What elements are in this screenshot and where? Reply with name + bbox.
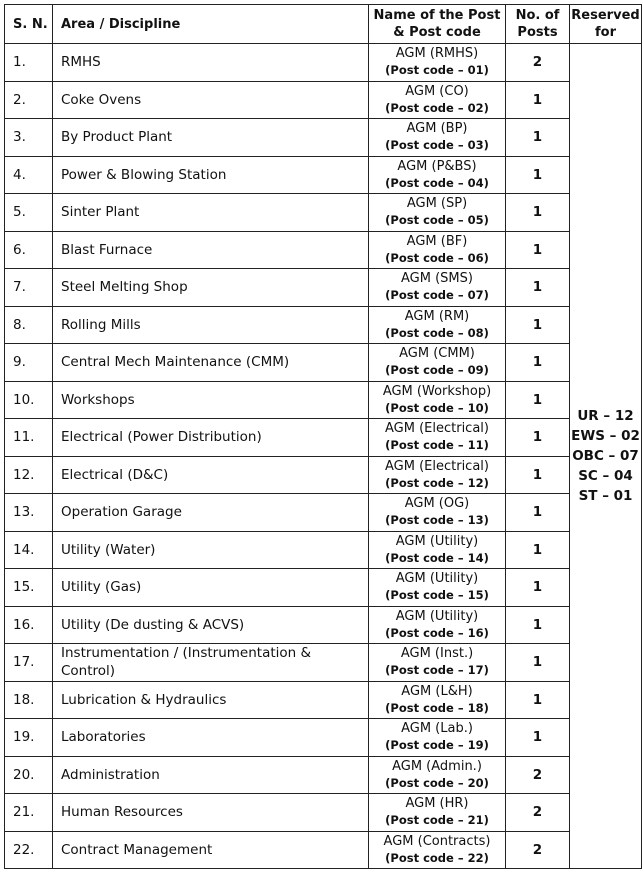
row-area: Rolling Mills [53,306,369,344]
row-area: Administration [53,756,369,794]
post-name: AGM (P&BS) [397,158,477,174]
table-row [5,269,642,307]
post-name: AGM (SP) [406,196,468,212]
row-post [369,681,506,719]
post-code: (Post code – 06) [385,250,489,265]
table-row [5,456,642,494]
row-area: Central Mech Maintenance (CMM) [53,344,369,382]
row-post [369,231,506,269]
row-area: Human Resources [53,794,369,832]
row-post [369,719,506,757]
row-num-posts: 1 [506,569,570,607]
post-name: AGM (Electrical) [385,421,489,437]
table-row [5,569,642,607]
table-row [5,606,642,644]
post-name: AGM (Utility) [395,533,479,549]
row-sn: 4. [5,156,53,194]
post-code: (Post code – 14) [385,550,489,565]
post-name: AGM (RMHS) [395,46,479,62]
table-row [5,794,642,832]
header-area: Area / Discipline [53,5,369,44]
row-num-posts: 2 [506,794,570,832]
row-post [369,156,506,194]
post-code: (Post code – 18) [385,700,489,715]
table-row [5,119,642,157]
row-num-posts: 1 [506,344,570,382]
post-name: AGM (HR) [405,796,469,812]
row-area: Utility (Gas) [53,569,369,607]
table-row [5,306,642,344]
row-num-posts: 1 [506,644,570,682]
row-post [369,81,506,119]
row-sn: 1. [5,44,53,82]
posts-table [4,4,642,869]
row-post [369,644,506,682]
table-row [5,831,642,869]
reserved-category: OBC – 07 [572,448,639,464]
row-sn: 7. [5,269,53,307]
post-name: AGM (BF) [406,233,468,249]
row-area: Power & Blowing Station [53,156,369,194]
row-num-posts: 2 [506,756,570,794]
row-area: Laboratories [53,719,369,757]
post-name: AGM (Admin.) [392,758,482,774]
row-post [369,269,506,307]
post-code: (Post code – 03) [385,138,489,153]
row-sn: 15. [5,569,53,607]
post-name: AGM (CMM) [399,346,475,362]
row-area: Operation Garage [53,494,369,532]
table-row [5,719,642,757]
post-code: (Post code – 22) [385,850,489,865]
post-code: (Post code – 01) [385,63,489,78]
row-area: Sinter Plant [53,194,369,232]
post-name: AGM (BP) [406,121,468,137]
row-post [369,606,506,644]
row-area: Instrumentation / (Instrumentation & Control) [53,644,369,682]
row-num-posts: 2 [506,44,570,82]
row-post [369,494,506,532]
row-num-posts: 1 [506,719,570,757]
post-name: AGM (Contracts) [383,833,491,849]
row-sn: 19. [5,719,53,757]
row-sn: 17. [5,644,53,682]
row-sn: 5. [5,194,53,232]
header-sn: S. N. [5,5,53,44]
post-name: AGM (Utility) [395,571,479,587]
row-area: Coke Ovens [53,81,369,119]
post-name: AGM (Electrical) [385,458,489,474]
post-code: (Post code – 17) [385,663,489,678]
table-row [5,494,642,532]
row-sn: 6. [5,231,53,269]
row-num-posts: 1 [506,419,570,457]
row-num-posts: 1 [506,531,570,569]
table-row [5,644,642,682]
row-post [369,531,506,569]
row-sn: 22. [5,831,53,869]
post-code: (Post code – 13) [385,513,489,528]
row-area: Electrical (Power Distribution) [53,419,369,457]
row-sn: 10. [5,381,53,419]
row-num-posts: 1 [506,456,570,494]
post-name: AGM (Utility) [395,608,479,624]
row-num-posts: 1 [506,231,570,269]
row-area: Lubrication & Hydraulics [53,681,369,719]
row-area: Utility (De dusting & ACVS) [53,606,369,644]
post-code: (Post code – 21) [385,813,489,828]
row-area: By Product Plant [53,119,369,157]
header-num-posts: No. of Posts [506,5,570,44]
row-post [369,756,506,794]
row-sn: 16. [5,606,53,644]
post-code: (Post code – 12) [385,475,489,490]
post-code: (Post code – 16) [385,625,489,640]
row-area: Utility (Water) [53,531,369,569]
row-num-posts: 2 [506,831,570,869]
row-sn: 2. [5,81,53,119]
row-num-posts: 1 [506,81,570,119]
row-post [369,831,506,869]
row-area: Blast Furnace [53,231,369,269]
row-post [369,344,506,382]
row-post [369,381,506,419]
row-post [369,569,506,607]
reserved-category: UR – 12 [577,408,634,424]
reserved-category: ST – 01 [578,488,633,504]
row-num-posts: 1 [506,194,570,232]
row-sn: 14. [5,531,53,569]
row-sn: 18. [5,681,53,719]
row-sn: 8. [5,306,53,344]
row-num-posts: 1 [506,681,570,719]
table-row [5,756,642,794]
post-code: (Post code – 08) [385,325,489,340]
row-sn: 9. [5,344,53,382]
reserved-category: EWS – 02 [571,428,640,444]
row-sn: 20. [5,756,53,794]
row-num-posts: 1 [506,606,570,644]
post-name: AGM (L&H) [401,683,473,699]
row-num-posts: 1 [506,494,570,532]
table-row [5,231,642,269]
table-row [5,156,642,194]
post-name: AGM (CO) [405,83,469,99]
post-name: AGM (Lab.) [401,721,473,737]
post-code: (Post code – 02) [385,100,489,115]
table-row [5,381,642,419]
row-num-posts: 1 [506,269,570,307]
reserved-category: SC – 04 [578,468,633,484]
row-post [369,194,506,232]
header-post: Name of the Post & Post code [369,5,506,44]
row-sn: 21. [5,794,53,832]
table-row [5,419,642,457]
row-area: Steel Melting Shop [53,269,369,307]
post-code: (Post code – 05) [385,213,489,228]
row-sn: 11. [5,419,53,457]
row-num-posts: 1 [506,119,570,157]
reserved-for-cell [570,44,642,869]
table-header-row [5,5,642,44]
header-reserved: Reserved for [570,5,642,44]
post-name: AGM (RM) [404,308,470,324]
row-num-posts: 1 [506,381,570,419]
row-sn: 12. [5,456,53,494]
post-name: AGM (OG) [404,496,470,512]
row-area: Electrical (D&C) [53,456,369,494]
post-code: (Post code – 10) [385,400,489,415]
post-code: (Post code – 11) [385,438,489,453]
row-area: RMHS [53,44,369,82]
row-post [369,306,506,344]
post-code: (Post code – 15) [385,588,489,603]
table-row [5,194,642,232]
post-code: (Post code – 07) [385,288,489,303]
row-sn: 13. [5,494,53,532]
row-sn: 3. [5,119,53,157]
row-post [369,456,506,494]
post-code: (Post code – 20) [385,775,489,790]
post-code: (Post code – 04) [385,175,489,190]
row-area: Workshops [53,381,369,419]
table-row [5,81,642,119]
row-post [369,419,506,457]
row-post [369,44,506,82]
table-row [5,344,642,382]
post-code: (Post code – 19) [385,738,489,753]
post-name: AGM (Workshop) [382,383,492,399]
row-post [369,794,506,832]
row-post [369,119,506,157]
row-area: Contract Management [53,831,369,869]
table-row [5,531,642,569]
post-name: AGM (SMS) [401,271,473,287]
post-name: AGM (Inst.) [400,646,474,662]
table-row [5,44,642,82]
row-num-posts: 1 [506,306,570,344]
post-code: (Post code – 09) [385,363,489,378]
table-row [5,681,642,719]
row-num-posts: 1 [506,156,570,194]
